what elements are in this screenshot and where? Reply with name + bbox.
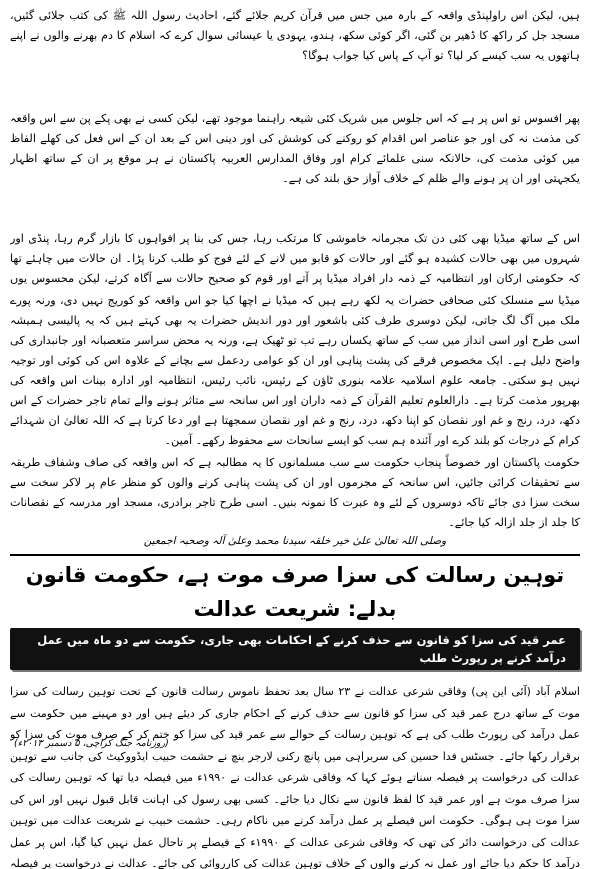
news-source-credit: (روزنامہ جنگ کراچی، ۵ دسمبر ۲۰۱۳ء) <box>14 738 169 749</box>
news-subheadline-banner: عمر قید کی سزا کو قانون سے حذف کرنے کے احکامات بھی جاری، حکومت سے دو ماہ میں عمل درآمد کرنے پر رپورٹ طلب <box>10 628 580 670</box>
article-paragraph-1: ہیں، لیکن اس راولپنڈی واقعہ کے بارہ میں جس میں قرآن کریم جلائے گئے، احادیث رسول اللہ ﷺ کی کتب جلائی گئیں، مسجد جل کر راکھ کا ڈھیر بن گئی، اگر کوئی سکھ، ہندو، یہودی یا عیسائی سوال کرے کہ اسلام کا دم بھرنے والوں نے اپنے ہاتھوں یہ سب کیسے کر لیا؟ تو آپ کے پاس کیا جواب ہوگا؟ <box>10 9 580 62</box>
closing-prayer: وصلی اللہ تعالیٰ علیٰ خیر خلقہ سیدنا محمد وعلیٰ آلہ وصحبہ اجمعین <box>143 535 447 547</box>
section-divider <box>10 554 580 556</box>
article-paragraph-4: میڈیا سے منسلک کئی صحافی حضرات یہ لکھ رہے ہیں کہ میڈیا نے اچھا کیا جو اس واقعہ کو کوریج نہیں دی، ورنہ پورے ملک میں آگ لگ جاتی، لیکن دوسری طرف کئی باشعور اور دور اندیش حضرات یہ بھی کہتے ہیں کہ یہ پالیسی ہمیشہ اسی طرح اور اسی انداز میں سب کے ساتھ یکساں رہے تب تو ٹھیک ہے، ورنہ یہ محض سراسر متعصبانہ اور جانبداری کی واضح دلیل ہے۔ ایک مخصوص فرقے کی پشت پناہی اور ان کو عوامی ردعمل سے بچانے کے علاوہ اس کی کوئی اور توجیہ نہیں ہو سکتی۔ جامعہ علوم اسلامیہ علامہ بنوری ٹاؤن کے رئیس، نائب رئیس، انتظامیہ اور ادارہ بینات اس واقعہ کی بھرپور مذمت کرتا ہے۔ دارالعلوم تعلیم القرآن کے ذمہ داران اور اس سانحہ سے متاثر ہونے والے تمام تاجر حضرات کے اس دکھ، درد، رنج و غم اور نقصان کو اپنا دکھ، درد، رنج و غم اور نقصان سمجھتا ہے اور دعا کرتا ہے کہ اللہ تعالیٰ ان شہدائے کرام کے درجات کو بلند کرے اور آئندہ ہم سب کو ایسے سانحات سے محفوظ رکھے۔ آمین۔ <box>10 294 580 447</box>
article-paragraph-2: پھر افسوس تو اس پر ہے کہ اس جلوس میں شریک کئی شیعہ راہنما موجود تھے، لیکن کسی نے بھی پکے پن سے اس واقعہ کی مذمت نہ کی اور جو عناصر اس اقدام کو روکنے کی کوشش کی اور دینی اس کے بعد ان کے اس فعل کی کھلے الفاظ میں کوئی مذمت کی، حالانکہ سنی علمائے کرام اور وفاق المدارس العربیہ پاکستان نے ہر موقع پر ان کے ساتھ اظہار یکجہتی اور ان پر ہونے والے ظلم کے خلاف آواز حق بلند کی ہے۔ <box>10 112 580 185</box>
news-body: اسلام آباد (آئی این پی) وفاقی شرعی عدالت نے ۲۳ سال بعد تحفظ ناموس رسالت قانون کے تحت توہین رسالت کی سزا موت کے ساتھ درج عمر قید کی سزا کو قانون سے حذف کرنے کے احکام جاری کر دیئے ہیں اور دو مہینے میں حکومت سے عمل درآمد کی رپورٹ طلب کی ہے کہ توہین رسالت کے حوالے سے عمر قید کی سزا کو ختم کر کے صرف موت کی سزا کو برقرار رکھا جائے۔ جسٹس فدا حسین کی سربراہی میں پانچ رکنی لارجر بنچ نے حشمت حبیب ایڈووکیٹ کی جانب سے توہین عدالت کی درخواست پر فیصلہ سناتے ہوئے کہا کہ وفاقی شرعی عدالت نے ۱۹۹۰ء میں فیصلہ دیا تھا کہ توہین رسالت کی سزا صرف موت ہے اور عمر قید کا لفظ قانون سے نکال دیا جائے۔ کسی بھی رسول کی اہانت قابل قبول نہیں اور اس کی سزا موت ہی ہوگی۔ حکومت اس فیصلے پر عمل درآمد کرنے میں ناکام رہی۔ حشمت حبیب نے شریعت عدالت میں توہین عدالت کی درخواست دائر کی تھی کہ وفاقی شرعی عدالت کے ۱۹۹۰ء کے فیصلے پر تاحال عمل نہیں کیا گیا، اس پر عمل درآمد کا حکم دیا جائے اور عمل نہ کرنے والوں کے خلاف توہین عدالت کی کارروائی کی جائے۔ عدالت نے درخواست پر فیصلہ <box>10 685 580 869</box>
news-headline: توہین رسالت کی سزا صرف موت ہے، حکومت قانون بدلے: شریعت عدالت <box>25 563 565 621</box>
article-paragraph-3: اس کے ساتھ میڈیا بھی کئی دن تک مجرمانہ خاموشی کا مرتکب رہا، جس کی بنا پر افواہوں کا بازار گرم رہا، پنڈی اور شہروں میں بھی حالات کشیدہ ہو گئے اور حالات کو قابو میں لانے کے لئے فوج کو طلب کرنا پڑا۔ ان حالات میں چاہئے تھا کہ حکومتی ارکان اور انتظامیہ کے ذمہ دار افراد میڈیا پر آتے اور قوم کو صحیح حالات سے آگاہ کرتے، لیکن محسوس یوں <box>10 232 580 285</box>
article-paragraph-5: حکومت پاکستان اور خصوصاً پنجاب حکومت سے سب مسلمانوں کا یہ مطالبہ ہے کہ اس واقعہ کی صاف وشفاف طریقہ سے تحقیقات کرائی جائیں، اس سانحہ کے مجرموں اور ان کی پشت پناہی کرنے والوں کو منظر عام پر لاکر سخت سے سخت سزا دی جائے تاکہ دوسروں کے لئے وہ عبرت کا نمونہ بنیں۔ اسی طرح تاجر برادری، مسجد اور مدرسہ کے نقصانات کا جلد از جلد ازالہ کیا جائے۔ <box>10 456 580 529</box>
subheadline-row <box>10 628 580 670</box>
